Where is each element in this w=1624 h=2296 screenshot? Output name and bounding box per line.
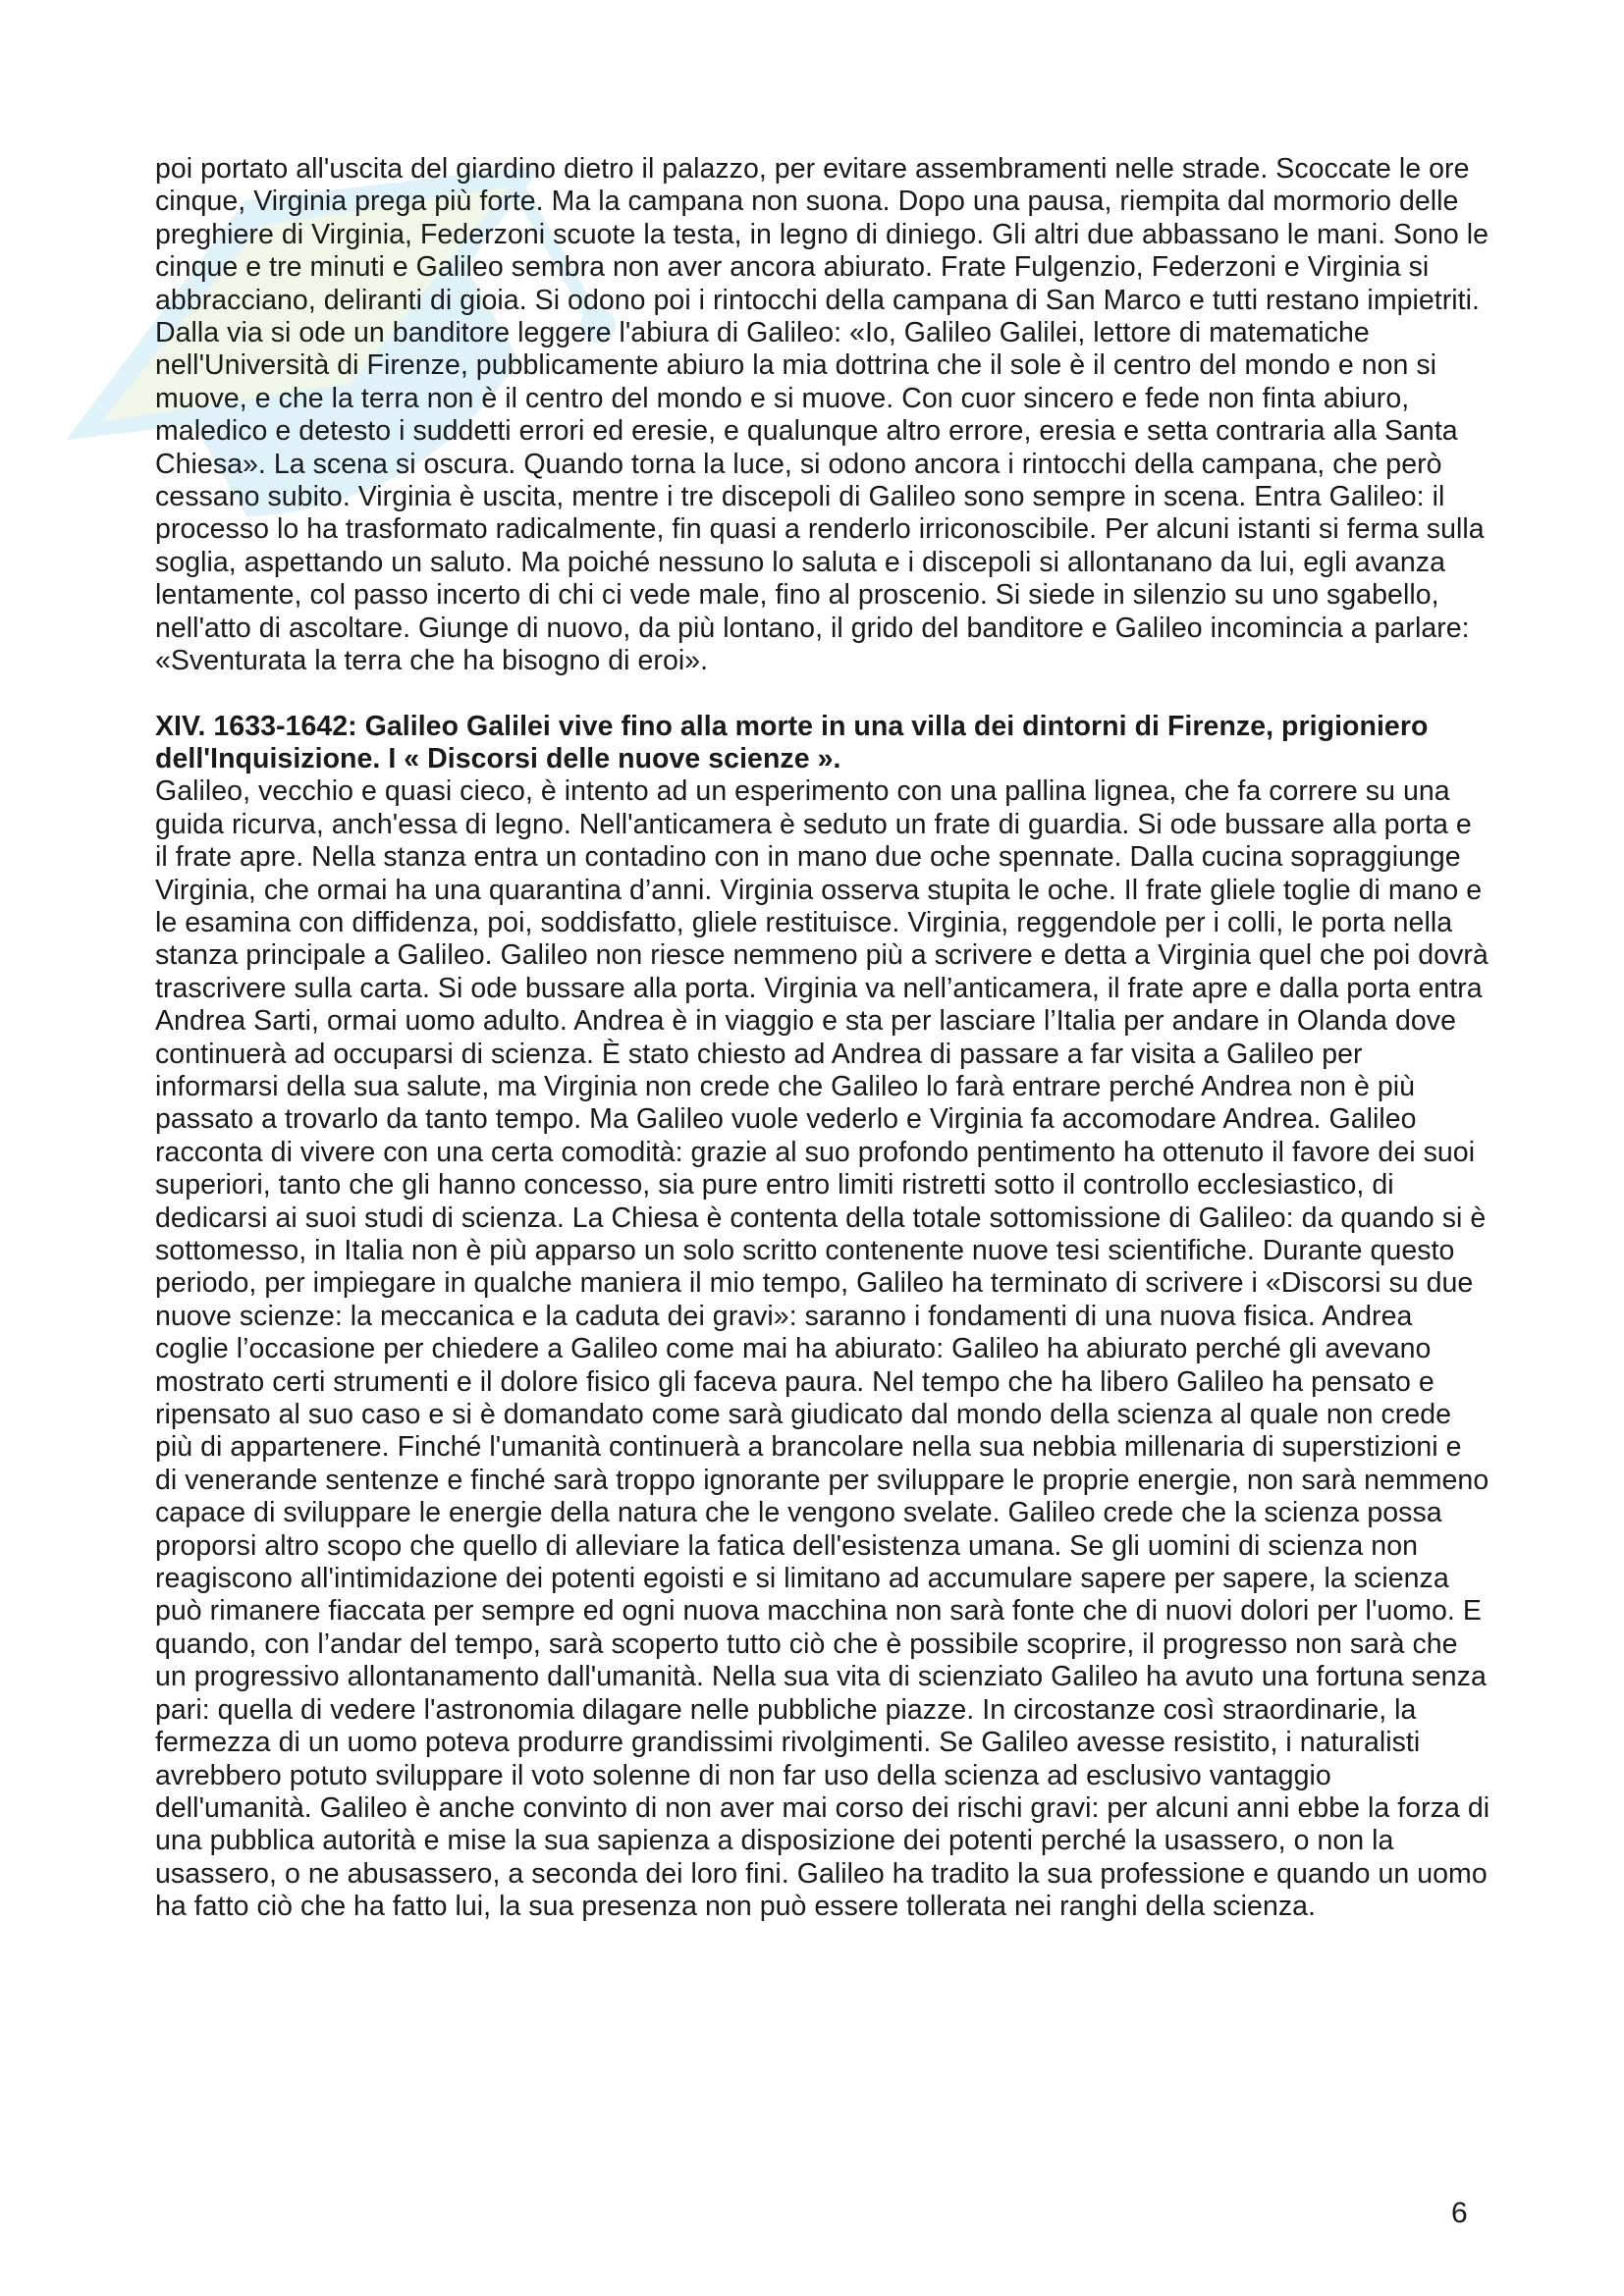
section-heading: XIV. 1633-1642: Galileo Galilei vive fino alla morte in una villa dei dintorni di Firenze, prigioniero dell'Inquisizione. I « Discorsi delle nuove scienze ». bbox=[155, 710, 1429, 774]
page-number: 6 bbox=[1451, 2197, 1468, 2229]
body-paragraph: Galileo, vecchio e quasi cieco, è intento ad un esperimento con una pallina lignea, che fa correre su una guida ricurva, anch'essa di legno. Nell'anticamera è seduto un frate di guardia. Si ode bussare alla porta e il frate apre. Nella stanza entra un contadino con in mano due oche spennate. Dalla cucina sopraggiunge Virginia, che ormai ha una quarantina d’anni. Virginia osserva stupita le oche. Il frate gliele toglie di mano e le esamina con diffidenza, poi, soddisfatto, gliele restituisce. Virginia, reggendole per i colli, le porta nella stanza principale a Galileo. Galileo non riesce nemmeno più a scrivere e detta a Virginia quel che poi dovrà trascrivere sulla carta. Si ode bussare alla porta. Virginia va nell’anticamera, il frate apre e dalla porta entra Andrea Sarti, ormai uomo adulto. Andrea è in viaggio e sta per lasciare l’Italia per andare in Olanda dove continuerà ad occuparsi di scienza. È stato chiesto ad Andrea di passare a far visita a Galileo per informarsi della sua salute, ma Virginia non crede che Galileo lo farà entrare perché Andrea non è più passato a trovarlo da tanto tempo. Ma Galileo vuole vederlo e Virginia fa accomodare Andrea. Galileo racconta di vivere con una certa comodità: grazie al suo profondo pentimento ha ottenuto il favore dei suoi superiori, tanto che gli hanno concesso, sia pure entro limiti ristretti sotto il controllo ecclesiastico, di dedicarsi ai suoi studi di scienza. La Chiesa è contenta della totale sottomissione di Galileo: da quando si è sottomesso, in Italia non è più apparso un solo scritto contenente nuove tesi scientifiche. Durante questo periodo, per impiegare in qualche maniera il mio tempo, Galileo ha terminato di scrivere i «Discorsi su due nuove scienze: la meccanica e la caduta dei gravi»: saranno i fondamenti di una nuova fisica. Andrea coglie l’occasione per chiedere a Galileo come mai ha abiurato: Galileo ha abiurato perché gli avevano mostrato certi strumenti e il dolore fisico gli faceva paura. Nel tempo che ha libero Galileo ha pensato e ripensato al suo caso e si è domandato come sarà giudicato dal mondo della scienza al quale non crede più di appartenere. Finché l'umanità continuerà a brancolare nella sua nebbia millenaria di superstizioni e di venerande sentenze e finché sarà troppo ignorante per sviluppare le proprie energie, non sarà nemmeno capace di sviluppare le energie della natura che le vengono svelate. Galileo crede che la scienza possa proporsi altro scopo che quello di alleviare la fatica dell'esistenza umana. Se gli uomini di scienza non reagiscono all'intimidazione dei potenti egoisti e si limitano ad accumulare sapere per sapere, la scienza può rimanere fiaccata per sempre ed ogni nuova macchina non sarà fonte che di nuovi dolori per l'uomo. E quando, con l’andar del tempo, sarà scoperto tutto ciò che è possibile scoprire, il progresso non sarà che un progressivo allontanamento dall'umanità. Nella sua vita di scienziato Galileo ha avuto una fortuna senza pari: quella di vedere l'astronomia dilagare nelle pubbliche piazze. In circostanze così straordinarie, la fermezza di un uomo poteva produrre grandissimi rivolgimenti. Se Galileo avesse resistito, i naturalisti avrebbero potuto sviluppare il voto solenne di non far uso della scienza ad esclusivo vantaggio dell'umanità. Galileo è anche convinto di non aver mai corso dei rischi gravi: per alcuni anni ebbe la forza di una pubblica autorità e mise la sua sapienza a disposizione dei potenti perché la usassero, o non la usassero, o ne abusassero, a seconda dei loro fini. Galileo ha tradito la sua professione e quando un uomo ha fatto ciò che ha fatto lui, la sua presenza non può essere tollerata nei ranghi della scienza. bbox=[155, 775, 1490, 1923]
page-content bbox=[155, 153, 1490, 1924]
body-paragraph: poi portato all'uscita del giardino dietro il palazzo, per evitare assembramenti nelle strade. Scoccate le ore cinque, Virginia prega più forte. Ma la campana non suona. Dopo una pausa, riempita dal mormorio delle preghiere di Virginia, Federzoni scuote la testa, in legno di diniego. Gli altri due abbassano le mani. Sono le cinque e tre minuti e Galileo sembra non aver ancora abiurato. Frate Fulgenzio, Federzoni e Virginia si abbracciano, deliranti di gioia. Si odono poi i rintocchi della campana di San Marco e tutti restano impietriti. Dalla via si ode un banditore leggere l'abiura di Galileo: «Io, Galileo Galilei, lettore di matematiche nell'Università di Firenze, pubblicamente abiuro la mia dottrina che il sole è il centro del mondo e non si muove, e che la terra non è il centro del mondo e si muove. Con cuor sincero e fede non finta abiuro, maledico e detesto i suddetti errori ed eresie, e qualunque altro errore, eresia e setta contraria alla Santa Chiesa». La scena si oscura. Quando torna la luce, si odono ancora i rintocchi della campana, che però cessano subito. Virginia è uscita, mentre i tre discepoli di Galileo sono sempre in scena. Entra Galileo: il processo lo ha trasformato radicalmente, fin quasi a renderlo irriconoscibile. Per alcuni istanti si ferma sulla soglia, aspettando un saluto. Ma poiché nessuno lo saluta e i discepoli si allontanano da lui, egli avanza lentamente, col passo incerto di chi ci vede male, fino al proscenio. Si siede in silenzio su uno sgabello, nell'atto di ascoltare. Giunge di nuovo, da più lontano, il grido del banditore e Galileo incomincia a parlare: «Sventurata la terra che ha bisogno di eroi». bbox=[155, 153, 1489, 677]
